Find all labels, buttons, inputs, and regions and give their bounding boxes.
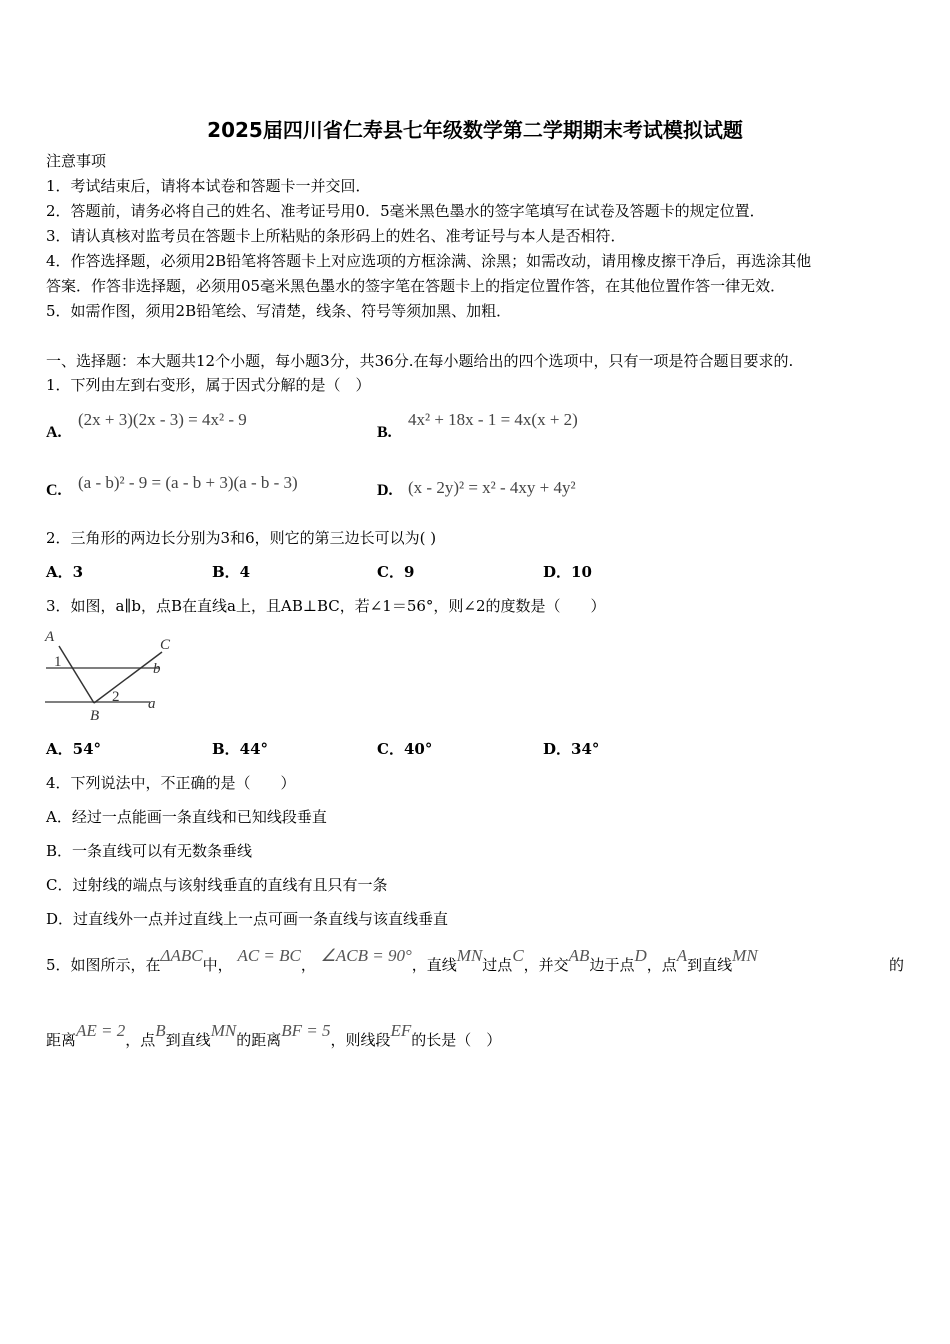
label-B: B <box>90 708 100 724</box>
text: ，则线段 <box>330 1031 391 1049</box>
math: AB <box>568 946 590 965</box>
text: ，直线 <box>411 956 457 974</box>
text: 距离 <box>46 1031 77 1049</box>
q3-option-c: C．40° <box>377 740 433 758</box>
q3-option-a: A．54° <box>46 740 102 758</box>
section-heading: 一、选择题：本大题共12个小题，每小题3分，共36分.在每小题给出的四个选项中，只有一项是符合题目要求的. <box>46 352 794 370</box>
notice-item: 5．如需作图，须用2B铅笔绘、写清楚，线条、符号等须加黑、加粗． <box>46 302 512 320</box>
math: MN <box>210 1021 237 1040</box>
text: 过点 <box>482 956 513 974</box>
q1-label-d: D. <box>377 482 393 499</box>
angle-2-label: 2 <box>112 689 120 705</box>
text: 5．如图所示，在 <box>46 956 161 974</box>
math: AE = 2 <box>76 1021 126 1040</box>
math: C <box>512 946 524 965</box>
math: ΔABC <box>160 946 203 965</box>
q1-label-b: B. <box>377 424 392 441</box>
notice-item: 2．答题前，请务必将自己的姓名、准考证号用0．5毫米黑色墨水的签字笔填写在试卷及答题卡的规定位置． <box>46 202 765 220</box>
q2-option-b: B．4 <box>212 563 251 581</box>
text: 的 <box>888 956 904 974</box>
label-C: C <box>160 637 171 653</box>
q1-option-a: (2x + 3)(2x - 3) = 4x² - 9 <box>78 410 247 429</box>
q2-option-a: A．3 <box>46 563 84 581</box>
text: ，点 <box>646 956 677 974</box>
q2-stem: 2．三角形的两边长分别为3和6，则它的第三边长可以为( ) <box>46 529 437 547</box>
math: BF = 5 <box>281 1021 331 1040</box>
q1-option-c: (a - b)² - 9 = (a - b + 3)(a - b - 3) <box>78 473 298 492</box>
text: 中， <box>202 956 233 974</box>
q1-label-c: C. <box>46 482 62 499</box>
q4-option-a: A．经过一点能画一条直线和已知线段垂直 <box>46 808 327 826</box>
math: EF <box>390 1021 412 1040</box>
math: MN <box>732 946 758 965</box>
math: MN <box>456 946 483 965</box>
label-b: b <box>153 661 161 677</box>
math: A <box>676 946 688 965</box>
label-A: A <box>45 629 55 645</box>
notice-heading: 注意事项 <box>46 152 107 170</box>
text: 到直线 <box>687 956 733 974</box>
notice-item: 4．作答选择题，必须用2B铅笔将答题卡上对应选项的方框涂满、涂黑；如需改动，请用橡皮擦干净后，再选涂其他 <box>46 252 812 270</box>
math: ∠ACB = 90° <box>320 946 412 965</box>
q1-label-a: A. <box>46 424 62 441</box>
notice-item: 1．考试结束后，请将本试卷和答题卡一并交回． <box>46 177 371 195</box>
page-title: 2025届四川省仁寿县七年级数学第二学期期末考试模拟试题 <box>207 118 743 142</box>
q3-figure <box>40 625 190 725</box>
q3-option-d: D．34° <box>543 740 600 758</box>
text: ，点 <box>125 1031 156 1049</box>
text: ， <box>300 956 316 974</box>
q3-stem: 3．如图，a∥b，点B在直线a上，且AB⊥BC，若∠1＝56°，则∠2的度数是（ ） <box>46 597 606 615</box>
text: 的长是（ ） <box>411 1031 502 1049</box>
q4-option-b: B．一条直线可以有无数条垂线 <box>46 842 253 860</box>
q1-option-b: 4x² + 18x - 1 = 4x(x + 2) <box>408 410 578 429</box>
math: B <box>155 1021 166 1040</box>
q4-option-c: C．过射线的端点与该射线垂直的直线有且只有一条 <box>46 876 388 894</box>
notice-item: 3．请认真核对监考员在答题卡上所粘贴的条形码上的姓名、准考证号与本人是否相符． <box>46 227 626 245</box>
notice-item: 答案．作答非选择题，必须用05毫米黑色墨水的签字笔在答题卡上的指定位置作答，在其他位置作答一律无效． <box>46 277 786 295</box>
q1-option-d: (x - 2y)² = x² - 4xy + 4y² <box>408 478 576 497</box>
label-a: a <box>148 696 156 712</box>
q2-option-c: C．9 <box>377 563 415 581</box>
math: AC = BC <box>237 946 301 965</box>
q3-option-b: B．44° <box>212 740 269 758</box>
q4-stem: 4．下列说法中，不正确的是（ ） <box>46 774 296 792</box>
math: D <box>634 946 647 965</box>
q5-stem-line2 <box>46 1021 502 1050</box>
text: ，并交 <box>523 956 569 974</box>
q2-option-d: D．10 <box>543 563 592 581</box>
q1-stem: 1．下列由左到右变形，属于因式分解的是（ ） <box>46 376 371 394</box>
text: 到直线 <box>165 1031 211 1049</box>
text: 的距离 <box>236 1031 282 1049</box>
text: 边于点 <box>589 956 635 974</box>
angle-1-label: 1 <box>54 654 62 670</box>
q5-stem-line1 <box>46 946 904 975</box>
q4-option-d: D．过直线外一点并过直线上一点可画一条直线与该直线垂直 <box>46 910 449 928</box>
